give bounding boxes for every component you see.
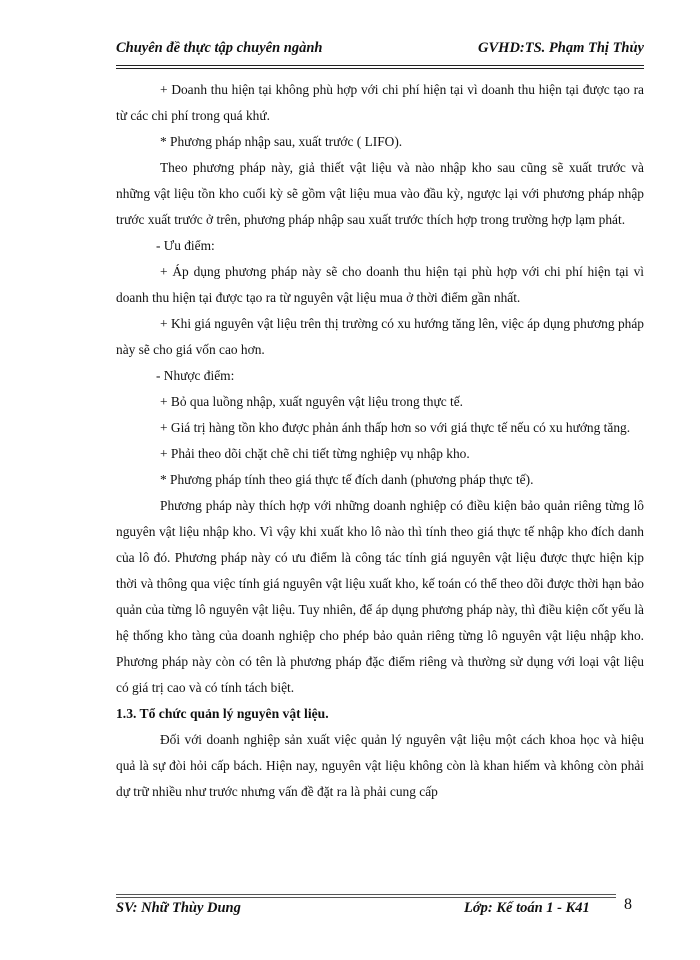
paragraph-advantage-2: + Khi giá nguyên vật liệu trên thị trường có xu hướng tăng lên, việc áp dụng phương pháp này sẽ cho giá vốn cao hơn. <box>116 316 644 357</box>
footer-student-name: SV: Nhữ Thùy Dung <box>116 900 241 916</box>
section-heading: 1.3. Tổ chức quản lý nguyên vật liệu. <box>116 706 329 721</box>
paragraph-revenue-mismatch: + Doanh thu hiện tại không phù hợp với chi phí hiện tại vì doanh thu hiện tại được tạo ra từ các chi phí trong quá khứ. <box>116 82 644 123</box>
paragraph-advantages-label: - Ưu điểm: <box>156 238 215 253</box>
header-course-title: Chuyên đề thực tập chuyên ngành <box>116 40 323 56</box>
footer-divider <box>116 894 616 898</box>
paragraph-disadvantages-label: - Nhược điểm: <box>156 368 235 383</box>
paragraph-disadvantage-2: + Giá trị hàng tồn kho được phản ánh thấp hơn so với giá thực tế nếu có xu hướng tăng. <box>160 420 631 435</box>
page-header <box>116 40 644 64</box>
page-footer <box>116 896 644 924</box>
paragraph-specific-id-title: * Phương pháp tính theo giá thực tế đích danh (phương pháp thực tế). <box>160 472 534 487</box>
paragraph-advantage-1: + Áp dụng phương pháp này sẽ cho doanh thu hiện tại phù hợp với chi phí hiện tại vì doanh thu hiện tại được tạo ra từ nguyên vật liệu mua ở thời điểm gần nhất. <box>116 264 644 305</box>
page-number: 8 <box>624 896 632 913</box>
paragraph-specific-id-description: Phương pháp này thích hợp với những doanh nghiệp có điều kiện bảo quản riêng từng lô nguyên vật liệu nhập kho. Vì vậy khi xuất kho lô nào thì tính theo giá thực tế nhập kho đích danh của lô đó. Phương pháp này có ưu điểm là công tác tính giá nguyên vật liệu được thực hiện kịp thời và thông qua việc tính giá nguyên vật liệu xuất kho, kế toán có thể theo dõi được thời hạn bảo quản của từng lô nguyên vật liệu. Tuy nhiên, để áp dụng phương pháp này, thì điều kiện cốt yếu là hệ thống kho tàng của doanh nghiệp cho phép bảo quản riêng từng lô nguyên vật liệu nhập kho. Phương pháp này còn có tên là phương pháp đặc điểm riêng và thường sử dụng với loại vật liệu có giá trị cao và có tính tách biệt. <box>116 498 644 695</box>
paragraph-disadvantage-3: + Phải theo dõi chặt chẽ chi tiết từng nghiệp vụ nhập kho. <box>160 446 470 461</box>
header-supervisor: GVHD:TS. Phạm Thị Thủy <box>478 40 644 56</box>
paragraph-section-intro: Đối với doanh nghiệp sản xuất việc quản lý nguyên vật liệu một cách khoa học và hiệu quả là sự đòi hỏi cấp bách. Hiện nay, nguyên vật liệu không còn là khan hiếm và không còn phải dự trữ nhiều như trước nhưng vấn đề đặt ra là phải cung cấp <box>116 732 644 799</box>
page-body <box>116 77 644 805</box>
paragraph-lifo-description: Theo phương pháp này, giả thiết vật liệu và nào nhập kho sau cũng sẽ xuất trước và những vật liệu tồn kho cuối kỳ sẽ gồm vật liệu mua vào đầu kỳ, ngược lại với phương pháp nhập trước xuất trước ở trên, phương pháp nhập sau xuất trước thích hợp trong trường hợp lạm phát. <box>116 160 644 227</box>
paragraph-lifo-title: * Phương pháp nhập sau, xuất trước ( LIFO). <box>160 134 403 149</box>
footer-class: Lớp: Kế toán 1 - K41 <box>464 900 590 916</box>
header-divider <box>116 65 644 69</box>
paragraph-disadvantage-1: + Bỏ qua luồng nhập, xuất nguyên vật liệu trong thực tế. <box>160 394 464 409</box>
